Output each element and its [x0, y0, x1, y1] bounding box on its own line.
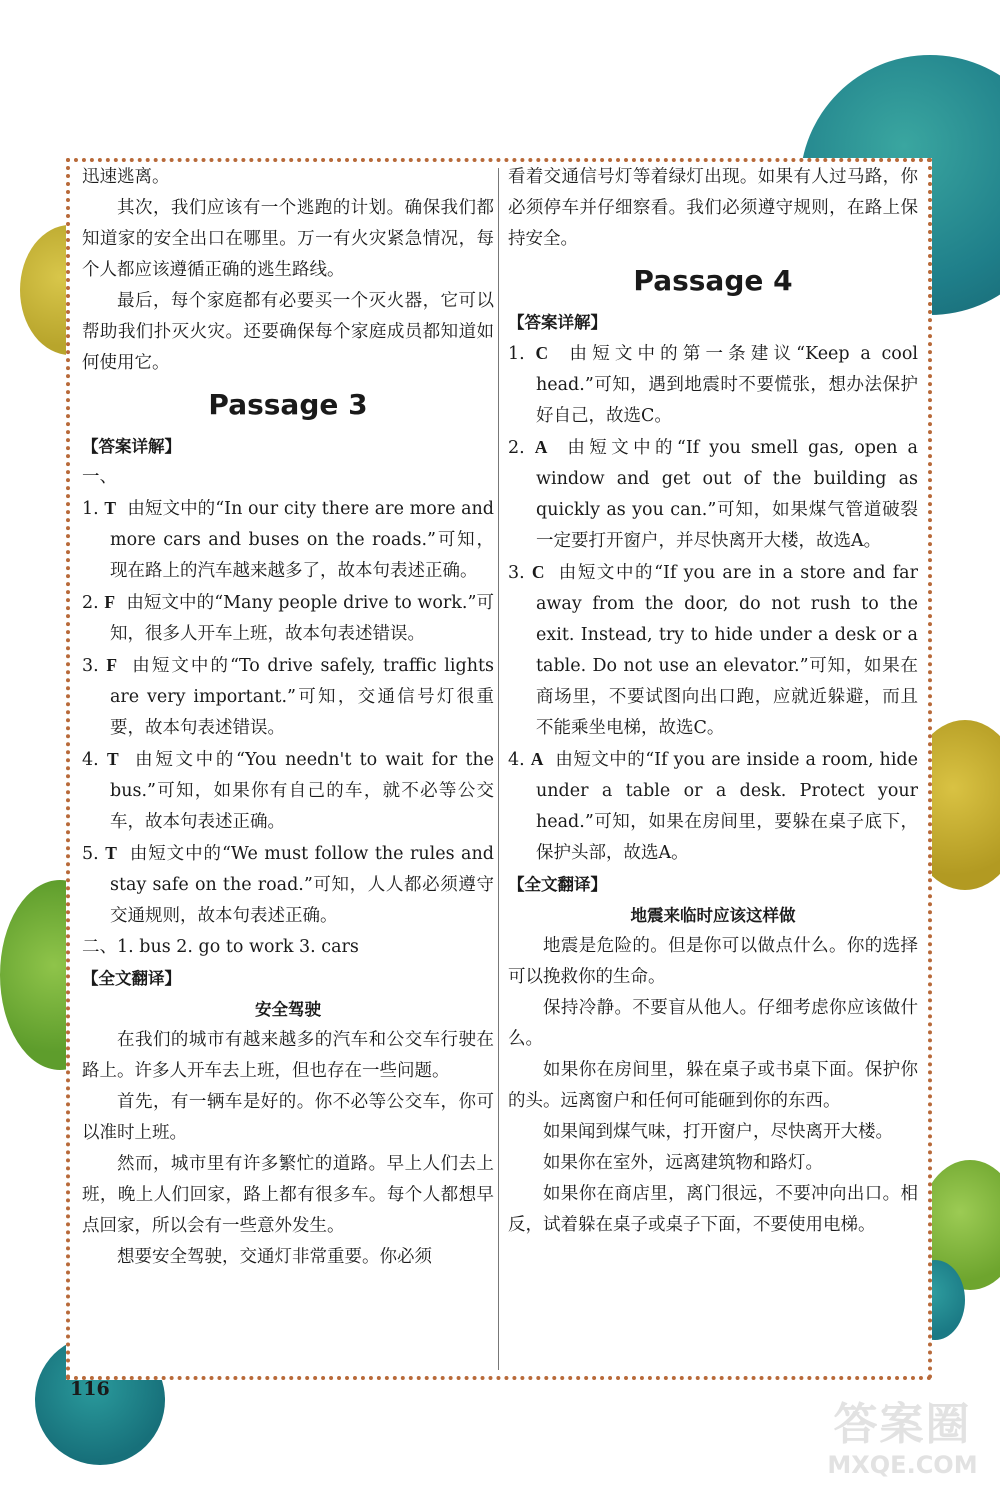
paragraph: 最后，每个家庭都有必要买一个灭火器，它可以帮助我们扑灭火灾。还要确保每个家庭成员都知道如何使用它。	[82, 291, 494, 373]
paragraph: 如果你在室外，远离建筑物和路灯。	[543, 1153, 823, 1173]
part-label: 一、	[82, 467, 117, 487]
watermark-text: 答案圈	[833, 1399, 972, 1450]
answer-item: 4. T 由短文中的“You needn't to wait for the bus.”可知，如果你有自己的车，就不必等公交车，故本句表述正确。	[82, 749, 494, 832]
paragraph: 迅速逃离。	[82, 167, 170, 187]
answer-item: 3. C 由短文中的“If you are in a store and far away from the door, do not rush to the exit. Instead, try to hide under a desk or a table. Do not use an elevator.”可知，如果在商场里，不要试图向出口跑，应就近躲避，而且不能乘坐电梯，故选C。	[508, 562, 918, 738]
paragraph: 然而，城市里有许多繁忙的道路。早上人们去上班，晚上人们回家，路上都有很多车。每个人都想早点回家，所以会有一些意外发生。	[82, 1154, 494, 1236]
paragraph: 在我们的城市有越来越多的汽车和公交车行驶在路上。许多人开车去上班，但也存在一些问题。	[82, 1030, 494, 1081]
answer-item: 5. T 由短文中的“We must follow the rules and stay safe on the road.”可知，人人都必须遵守交通规则，故本句表述正确。	[82, 843, 494, 926]
translation-title: 安全驾驶	[255, 1000, 321, 1019]
right-column	[508, 162, 918, 1241]
column-divider	[498, 168, 499, 1370]
paragraph: 如果你在房间里，躲在桌子或书桌下面。保护你的头。远离窗户和任何可能砸到你的东西。	[508, 1060, 918, 1111]
paragraph: 地震是危险的。但是你可以做点什么。你的选择可以挽救你的生命。	[508, 936, 918, 987]
answer-item: 4. A 由短文中的“If you are inside a room, hide under a table or a desk. Protect your head.”可知，如果在房间里，要躲在桌子底下，保护头部，故选A。	[508, 749, 918, 863]
watermark-url: MXQE.COM	[827, 1451, 978, 1479]
paragraph: 如果你在商店里，离门很远，不要冲向出口。相反，试着躲在桌子或桌子下面，不要使用电梯。	[508, 1184, 918, 1235]
translation-tag: 【全文翻译】	[508, 875, 607, 894]
paragraph: 首先，有一辆车是好的。你不必等公交车，你可以准时上班。	[82, 1092, 494, 1143]
answer-item: 3. F 由短文中的“To drive safely, traffic lights are very important.”可知，交通信号灯很重要，故本句表述错误。	[82, 655, 494, 738]
answer-tag: 【答案详解】	[508, 313, 607, 332]
passage-heading: Passage 4	[633, 264, 793, 297]
translation-tag: 【全文翻译】	[82, 969, 181, 988]
answer-item: 1. C 由短文中的第一条建议“Keep a cool head.”可知，遇到地震时不要慌张，想办法保护好自己，故选C。	[508, 343, 918, 426]
paragraph: 保持冷静。不要盲从他人。仔细考虑你应该做什么。	[508, 998, 918, 1049]
watermark-logo	[805, 1400, 1000, 1480]
paragraph: 想要安全驾驶，交通灯非常重要。你必须	[117, 1247, 432, 1267]
translation-title: 地震来临时应该这样做	[630, 906, 796, 925]
paragraph: 其次，我们应该有一个逃跑的计划。确保我们都知道家的安全出口在哪里。万一有火灾紧急情况，每个人都应该遵循正确的逃生路线。	[82, 198, 494, 280]
left-column	[82, 162, 494, 1273]
paragraph: 看着交通信号灯等着绿灯出现。如果有人过马路，你必须停车并仔细察看。我们必须遵守规则，在路上保持安全。	[508, 167, 918, 249]
part2-answers: 二、1. bus 2. go to work 3. cars	[82, 937, 359, 957]
answer-tag: 【答案详解】	[82, 437, 181, 456]
content-panel	[66, 158, 932, 1380]
page-number: 116	[70, 1378, 110, 1400]
paragraph: 如果闻到煤气味，打开窗户，尽快离开大楼。	[543, 1122, 893, 1142]
answer-item: 1. T 由短文中的“In our city there are more and more cars and buses on the roads.”可知，现在路上的汽车越来越多了，故本句表述正确。	[82, 498, 494, 581]
answer-item: 2. F 由短文中的“Many people drive to work.”可知，很多人开车上班，故本句表述错误。	[82, 592, 494, 644]
passage-heading: Passage 3	[208, 388, 368, 421]
answer-item: 2. A 由短文中的“If you smell gas, open a window and get out of the building as quickly as you can.”可知，如果煤气管道破裂一定要打开窗户，并尽快离开大楼，故选A。	[508, 437, 918, 551]
